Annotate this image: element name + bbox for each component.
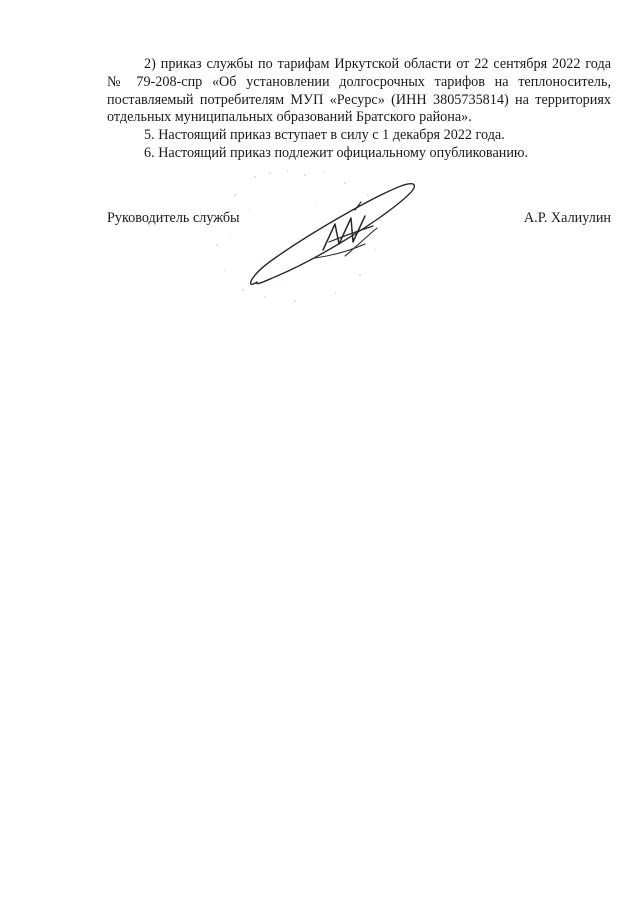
paragraph-item-6: 6. Настоящий приказ подлежит официальному опубликованию. <box>144 144 529 161</box>
paragraph-line: отдельных муниципальных образований Братского района». <box>107 109 472 126</box>
paragraph-line: 2) приказ службы по тарифам Иркутской области от 22 сентября 2022 года <box>144 56 611 72</box>
paragraph-item-5: 5. Настоящий приказ вступает в силу с 1 декабря 2022 года. <box>144 127 505 144</box>
signer-title: Руководитель службы <box>107 210 240 226</box>
document-body <box>107 56 611 163</box>
paragraph-line: № 79-208-спр «Об установлении долгосрочных тарифов на теплоноситель, <box>107 73 611 90</box>
signer-name: А.Р. Халиулин <box>523 210 611 226</box>
paragraph-item-2 <box>107 56 611 127</box>
handwritten-signature <box>205 172 435 297</box>
paragraph-line: поставляемый потребителям МУП «Ресурс» (ИНН 3805735814) на территориях <box>107 91 611 108</box>
signature-block <box>107 210 611 230</box>
